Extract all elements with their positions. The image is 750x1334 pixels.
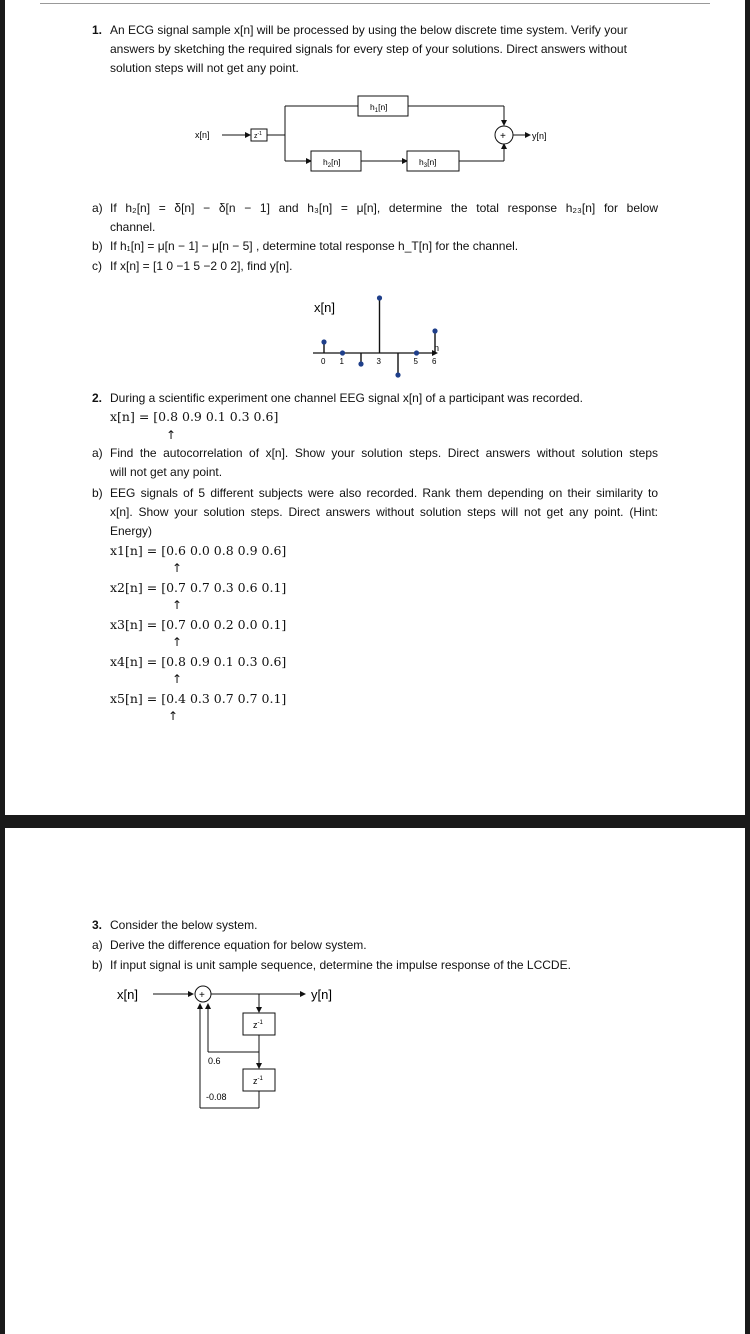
q3-block-diagram xyxy=(5,828,745,1128)
q1-b-text: If h₁[n] = μ[n − 1] − μ[n − 5] , determine total response h_T[n] for the channel. xyxy=(110,239,519,253)
q2-signal-x3: x3[n] = [0.7 0.0 0.2 0.0 0.1] xyxy=(110,617,287,632)
q3-yn-label: y[n] xyxy=(311,987,332,1002)
q2-b-line-1: EEG signals of 5 different subjects were also recorded. Rank them depending on their similarity to xyxy=(110,486,658,500)
q1-a-line-2: channel. xyxy=(110,220,156,234)
stem-point xyxy=(340,350,345,355)
q1-c-text: If x[n] = [1 0 −1 5 −2 0 2], find y[n]. xyxy=(110,259,293,273)
q1-a-line-1: If h₂[n] = δ[n] − δ[n − 1] and h₃[n] = μ[n], determine the total response h₂₃[n] for below xyxy=(110,201,658,215)
q1-diagram-xn-label: x[n] xyxy=(195,130,210,140)
q2-a-label: a) xyxy=(92,446,103,460)
q1-a-label: a) xyxy=(92,201,103,215)
stem-point xyxy=(358,361,363,366)
q1-h2-label: $h_2[n]$ xyxy=(323,157,341,169)
q2-signal-x4-arrow: ↑ xyxy=(172,672,183,686)
q2-signal-x1: x1[n] = [0.6 0.0 0.8 0.9 0.6] xyxy=(110,543,287,558)
q2-signal-x1-arrow: ↑ xyxy=(172,561,183,575)
q1-number: 1. xyxy=(92,23,103,37)
q1-c-label: c) xyxy=(92,259,102,273)
stem-point xyxy=(321,339,326,344)
q3-delay-2-label: $z^{-1}$ xyxy=(253,1076,263,1086)
page-2 xyxy=(5,828,745,1334)
q2-intro: During a scientific experiment one channel EEG signal x[n] of a participant was recorded. xyxy=(110,391,583,405)
stem-tick-label: 5 xyxy=(413,357,418,366)
q2-signal-x5: x5[n] = [0.4 0.3 0.7 0.7 0.1] xyxy=(110,691,287,706)
stem-tick-label: 6 xyxy=(432,357,437,366)
stem-point xyxy=(414,350,419,355)
q3-xn-label: x[n] xyxy=(117,987,138,1002)
stem-axis-label: n xyxy=(434,343,440,353)
q2-b-line-2: x[n]. Show your solution steps. Direct answers without solution steps will not get any point. (Hint: xyxy=(110,505,658,519)
q2-a-line-1: Find the autocorrelation of x[n]. Show your solution steps. Direct answers without solution steps xyxy=(110,446,658,460)
q3-coef-1: 0.6 xyxy=(208,1056,221,1066)
q3-intro: Consider the below system. xyxy=(110,918,258,932)
q2-signal-x4: x4[n] = [0.8 0.9 0.1 0.3 0.6] xyxy=(110,654,287,669)
page-1 xyxy=(5,0,745,815)
q1-h3-label: $h_3[n]$ xyxy=(419,157,437,169)
q1-b-label: b) xyxy=(92,239,103,253)
stem-tick-label: 0 xyxy=(321,357,326,366)
q1-intro-line-1: An ECG signal sample x[n] will be processed by using the below discrete time system. Verify your xyxy=(110,23,628,37)
q2-signal-x3-arrow: ↑ xyxy=(172,635,183,649)
stem-tick-label: 3 xyxy=(376,357,381,366)
q1-diagram-yn-label: y[n] xyxy=(532,131,547,141)
q3-adder-plus: + xyxy=(199,990,205,1001)
q2-b-line-3: Energy) xyxy=(110,524,153,538)
q2-signal-x5-arrow: ↑ xyxy=(168,709,179,723)
q1-stem-plot xyxy=(5,0,745,390)
q2-signal-x2: x2[n] = [0.7 0.7 0.3 0.6 0.1] xyxy=(110,580,287,595)
stem-point xyxy=(377,295,382,300)
stem-point xyxy=(395,372,400,377)
stem-tick-label: 1 xyxy=(339,357,344,366)
q3-b-text: If input signal is unit sample sequence, determine the impulse response of the LCCDE. xyxy=(110,958,571,972)
q2-signal-x2-arrow: ↑ xyxy=(172,598,183,612)
q2-b-label: b) xyxy=(92,486,103,500)
q1-intro-line-2: answers by sketching the required signals for every step of your solutions. Direct answers without xyxy=(110,42,627,56)
q3-number: 3. xyxy=(92,918,103,932)
q3-coef-2: -0.08 xyxy=(206,1092,227,1102)
q1-delay-z: $z^{-1}$ xyxy=(254,131,262,140)
stem-title: x[n] xyxy=(314,300,335,315)
q2-xn: x[n] = [0.8 0.9 0.1 0.3 0.6] xyxy=(110,409,279,424)
q3-a-text: Derive the difference equation for below system. xyxy=(110,938,367,952)
q2-origin-arrow: ↑ xyxy=(166,428,177,442)
q1-intro-line-3: solution steps will not get any point. xyxy=(110,61,299,75)
q2-a-line-2: will not get any point. xyxy=(110,465,223,479)
q2-number: 2. xyxy=(92,391,103,405)
stem-point xyxy=(432,328,437,333)
q3-delay-1-label: $z^{-1}$ xyxy=(253,1020,263,1030)
q3-a-label: a) xyxy=(92,938,103,952)
q1-adder-plus: + xyxy=(500,131,506,142)
q1-h1-label: $h_1[n]$ xyxy=(370,102,388,114)
q3-b-label: b) xyxy=(92,958,103,972)
